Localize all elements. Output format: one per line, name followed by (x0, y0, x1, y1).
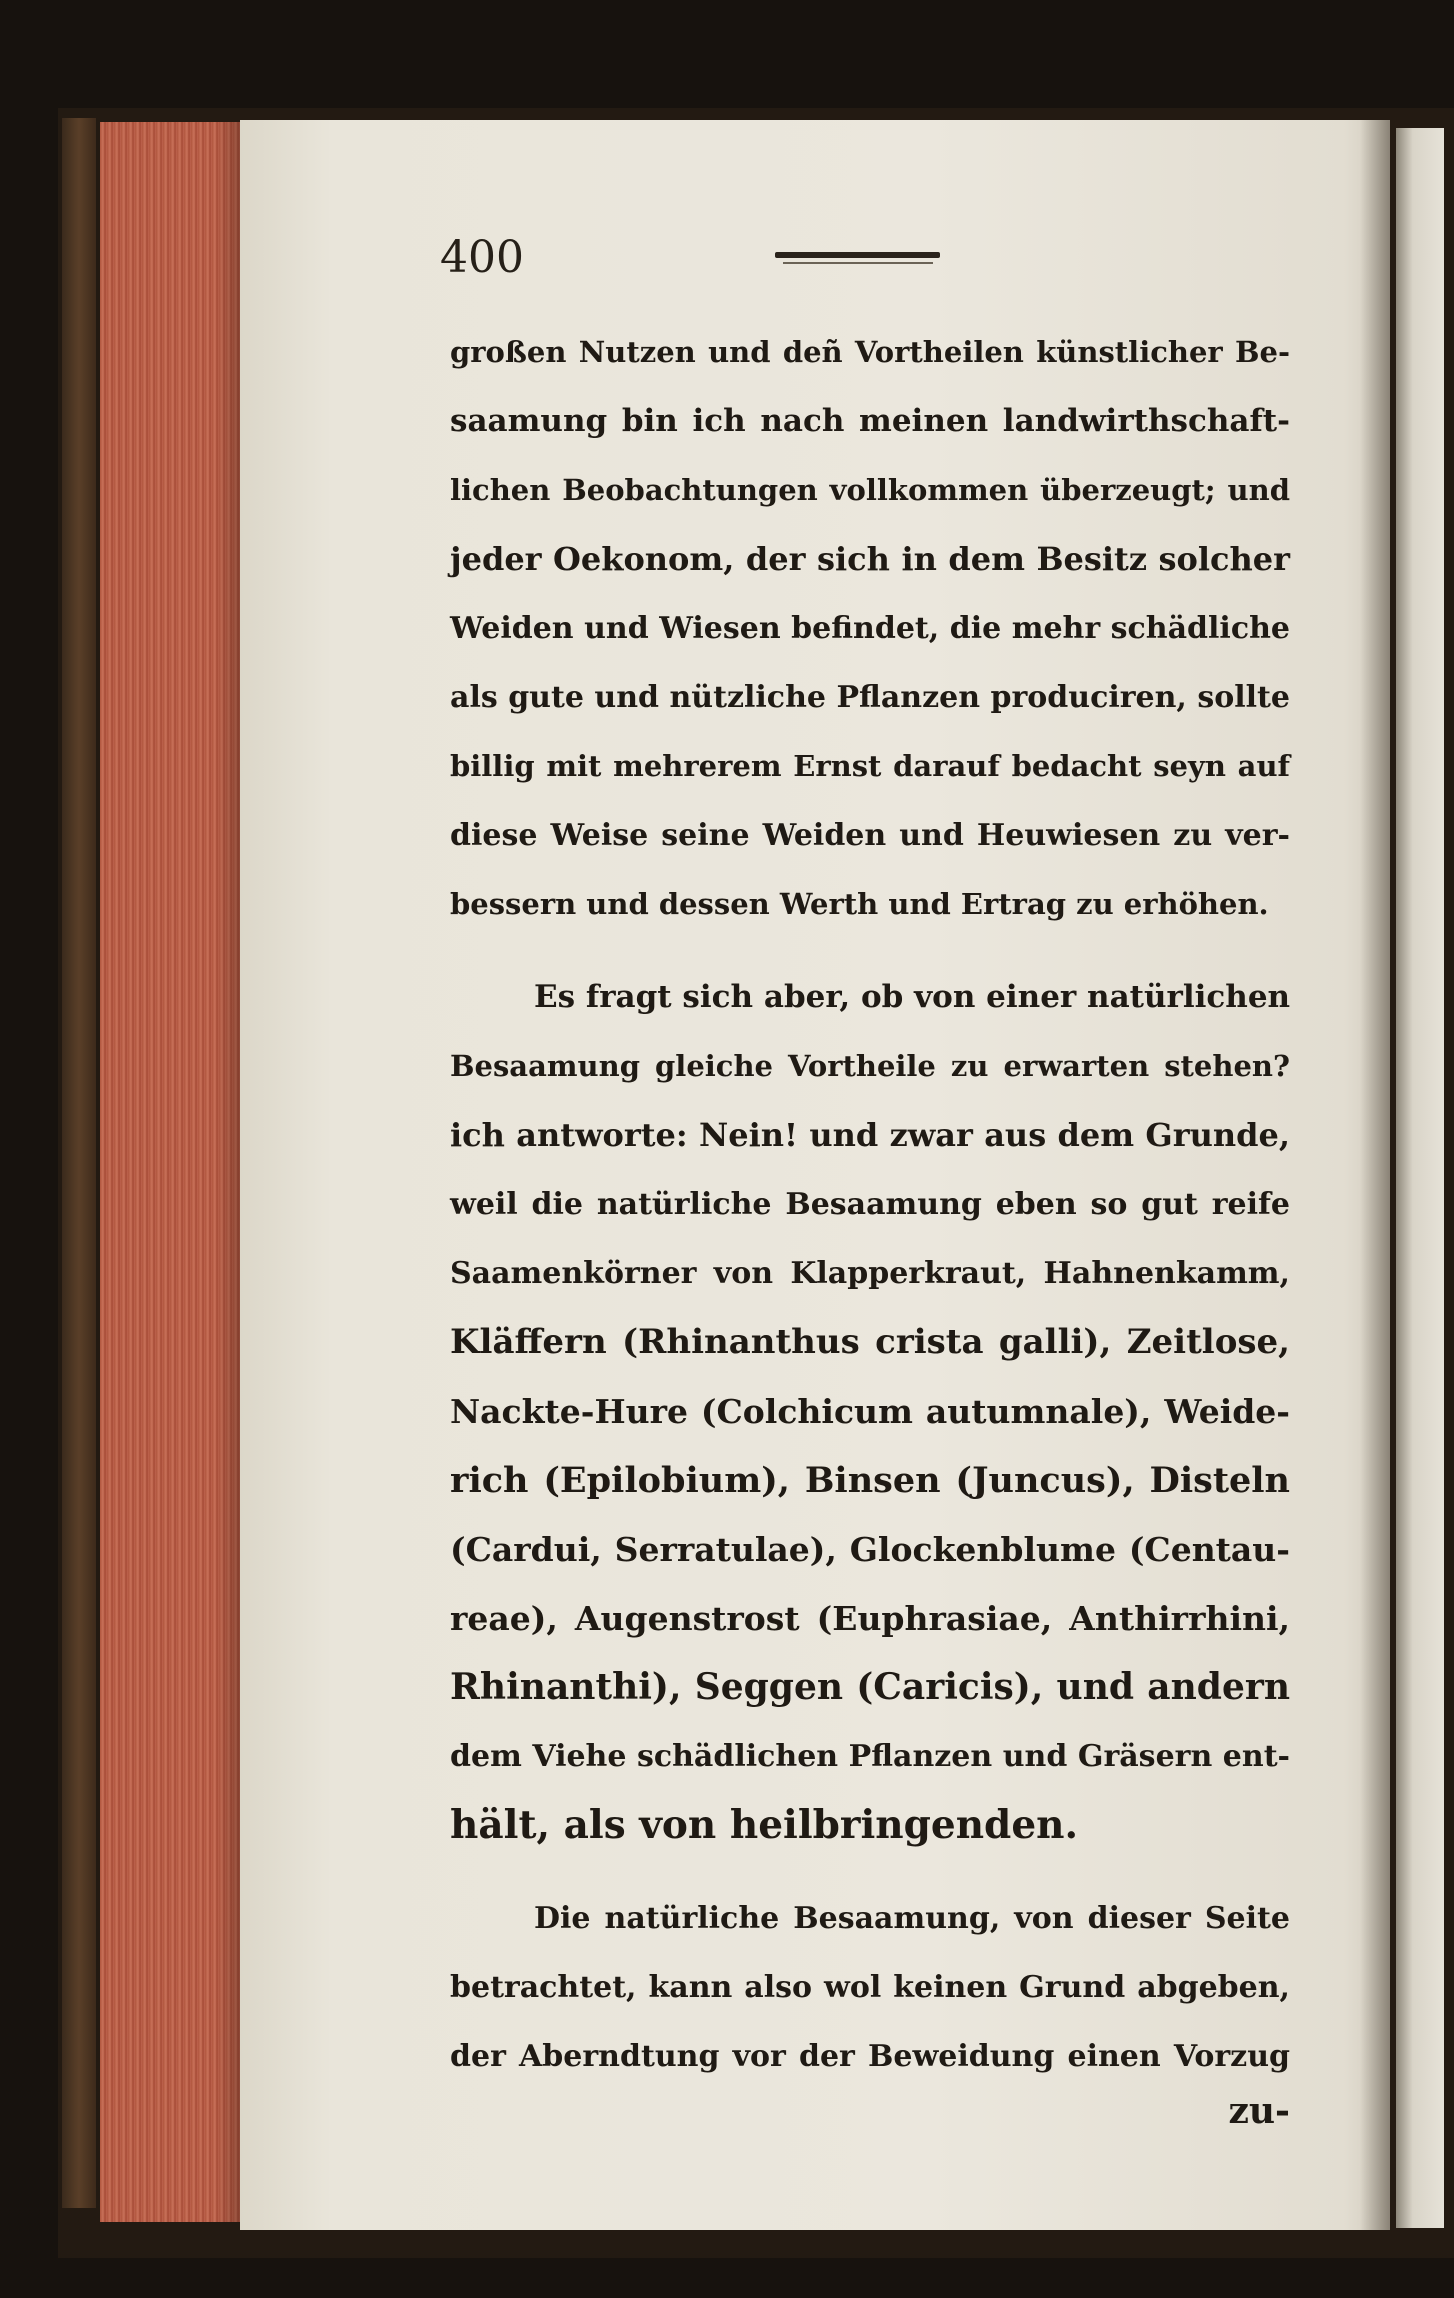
text-line: lichen Beobachtungen vollkommen überzeugt; und (450, 473, 1290, 507)
text-line: Nackte-Hure (Colchicum autumnale), Weide- (450, 1392, 1290, 1431)
page-edges-red (100, 122, 240, 2222)
text-line: jeder Oekonom, der sich in dem Besitz solcher (450, 540, 1290, 578)
book-cover-edge (62, 118, 96, 2208)
text-line: reae), Augenstrost (Euphrasiae, Anthirrhini, (450, 1599, 1290, 1638)
text-line: Die natürliche Besaamung, von dieser Seite (534, 1901, 1290, 1936)
paragraph (450, 1884, 1290, 2091)
text-line: diese Weise seine Weiden und Heuwiesen zu ver- (450, 818, 1290, 853)
text-line: bessern und dessen Werth und Ertrag zu erhöhen. (450, 887, 1269, 921)
text-line: rich (Epilobium), Binsen (Juncus), Disteln (450, 1460, 1290, 1501)
text-line: Weiden und Wiesen befindet, die mehr schädliche (450, 611, 1290, 646)
text-line: ich antworte: Nein! und zwar aus dem Grunde, (450, 1116, 1290, 1154)
text-line: dem Viehe schädlichen Pflanzen und Gräsern ent- (450, 1739, 1290, 1774)
text-line: billig mit mehrerem Ernst darauf bedacht seyn auf (450, 749, 1290, 783)
gutter-shadow (1360, 120, 1400, 2230)
paragraph-gap (450, 1860, 1290, 1884)
text-line: Besaamung gleiche Vortheile zu erwarten stehen? (450, 1049, 1290, 1083)
page-number: 400 (440, 232, 524, 283)
text-line: großen Nutzen und deñ Vortheilen künstlicher Be- (450, 335, 1290, 369)
text-line: Saamenkörner von Klapperkraut, Hahnenkamm, (450, 1256, 1290, 1291)
text-line: saamung bin ich nach meinen landwirthschaft- (450, 403, 1290, 439)
text-line: betrachtet, kann also wol keinen Grund abgeben, (450, 1970, 1290, 2005)
header-rule (775, 252, 940, 258)
page-text (450, 318, 1290, 2131)
text-line: als gute und nützliche Pflanzen produciren, sollte (450, 680, 1290, 715)
text-line: Rhinanthi), Seggen (Caricis), und andern (450, 1666, 1290, 1708)
catchword: zu- (1228, 2090, 1290, 2132)
text-line: Es fragt sich aber, ob von einer natürlichen (534, 979, 1291, 1015)
text-line: Kläffern (Rhinanthus crista galli), Zeitlose, (450, 1322, 1290, 1362)
text-line: (Cardui, Serratulae), Glockenblume (Centau- (450, 1530, 1290, 1569)
paragraph (450, 318, 1290, 939)
paragraph (450, 963, 1290, 1860)
text-line: der Aberndtung vor der Beweidung einen Vorzug (450, 2039, 1290, 2074)
text-line: weil die natürliche Besaamung eben so gut reife (450, 1187, 1290, 1222)
text-line: hält, als von heilbringenden. (450, 1802, 1079, 1848)
paragraph-gap (450, 939, 1290, 963)
facing-page-edge (1396, 128, 1444, 2228)
